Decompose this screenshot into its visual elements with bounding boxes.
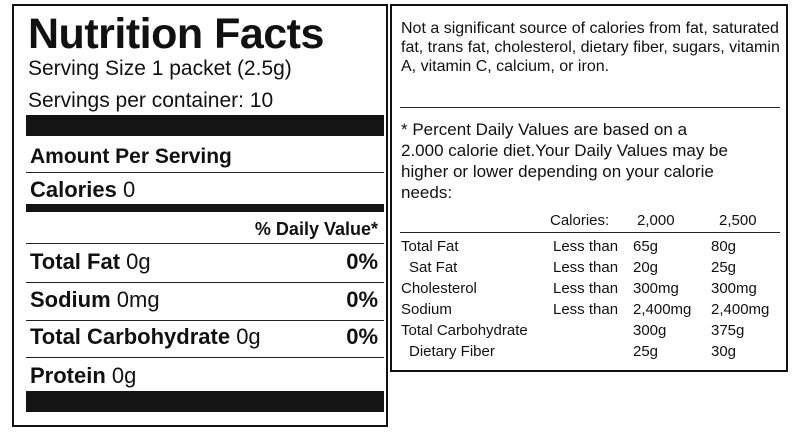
table-header-2000: 2,000 <box>637 212 675 229</box>
table-row-qualifier: Less than <box>553 238 619 255</box>
serving-size: Serving Size 1 packet (2.5g) <box>28 57 292 80</box>
table-row-value-2500: 25g <box>711 259 737 276</box>
table-row-value-2500: 2,400mg <box>711 301 770 318</box>
nutrient-percent: 0% <box>346 287 378 312</box>
amount-per-serving: Amount Per Serving <box>30 145 232 168</box>
table-row-nutrient: Total Carbohydrate <box>401 322 528 339</box>
table-row-value-2000: 65g <box>633 238 659 255</box>
nutrient-row-protein: Protein 0g <box>30 363 137 388</box>
nutrient-percent: 0% <box>346 249 378 274</box>
nutrient-row-total-carbohydrate: Total Carbohydrate 0g <box>30 324 261 349</box>
table-row-value-2000: 300mg <box>633 280 679 297</box>
nutrition-facts-panel <box>12 4 388 427</box>
divider <box>26 172 384 173</box>
thick-divider <box>26 391 384 412</box>
nutrition-facts-title: Nutrition Facts <box>28 10 324 58</box>
nutrient-row-total-fat: Total Fat 0g <box>30 249 151 274</box>
calories-row <box>30 177 135 203</box>
table-header-2500: 2,500 <box>719 212 757 229</box>
table-row-nutrient: Total Fat <box>401 238 459 255</box>
table-row-qualifier: Less than <box>553 280 619 297</box>
table-row-qualifier: Less than <box>553 259 619 276</box>
not-significant-source-note: Not a significant source of calories from fat, saturated fat, trans fat, cholesterol, dietary fiber, sugars, vitamin A, vitamin C, calcium, or iron. <box>401 20 780 75</box>
divider <box>26 357 384 358</box>
daily-value-header: % Daily Value* <box>254 219 378 239</box>
table-row-nutrient: Sodium <box>401 301 452 318</box>
table-row-value-2500: 300mg <box>711 280 757 297</box>
nutrient-row-sodium: Sodium 0mg <box>30 287 160 312</box>
percent-daily-values-note: * Percent Daily Values are based on a 2.000 calorie diet.Your Daily Values may be higher or lower depending on your calorie needs: <box>401 120 728 202</box>
divider <box>26 282 384 283</box>
nutrient-percent: 0% <box>346 324 378 349</box>
divider <box>400 107 780 108</box>
thick-divider <box>26 115 384 136</box>
calories-value: 0 <box>122 177 136 202</box>
divider <box>26 320 384 321</box>
table-row-value-2500: 80g <box>711 238 737 255</box>
table-row-value-2000: 2,400mg <box>633 301 692 318</box>
table-row-nutrient: Dietary Fiber <box>409 343 495 360</box>
table-row-value-2500: 30g <box>711 343 737 360</box>
divider <box>26 243 384 244</box>
table-row-value-2000: 300g <box>633 322 667 339</box>
table-row-value-2500: 375g <box>711 322 745 339</box>
calories-label: Calories <box>30 177 117 202</box>
table-header-calories: Calories: <box>550 212 610 229</box>
divider <box>400 232 780 233</box>
servings-per-container: Servings per container: 10 <box>28 89 274 112</box>
table-row-qualifier: Less than <box>553 301 619 318</box>
table-row-nutrient: Sat Fat <box>409 259 458 276</box>
table-row-nutrient: Cholesterol <box>401 280 477 297</box>
medium-divider <box>26 204 384 212</box>
daily-values-footnote-panel <box>390 4 788 372</box>
table-row-value-2000: 25g <box>633 343 659 360</box>
table-row-value-2000: 20g <box>633 259 659 276</box>
